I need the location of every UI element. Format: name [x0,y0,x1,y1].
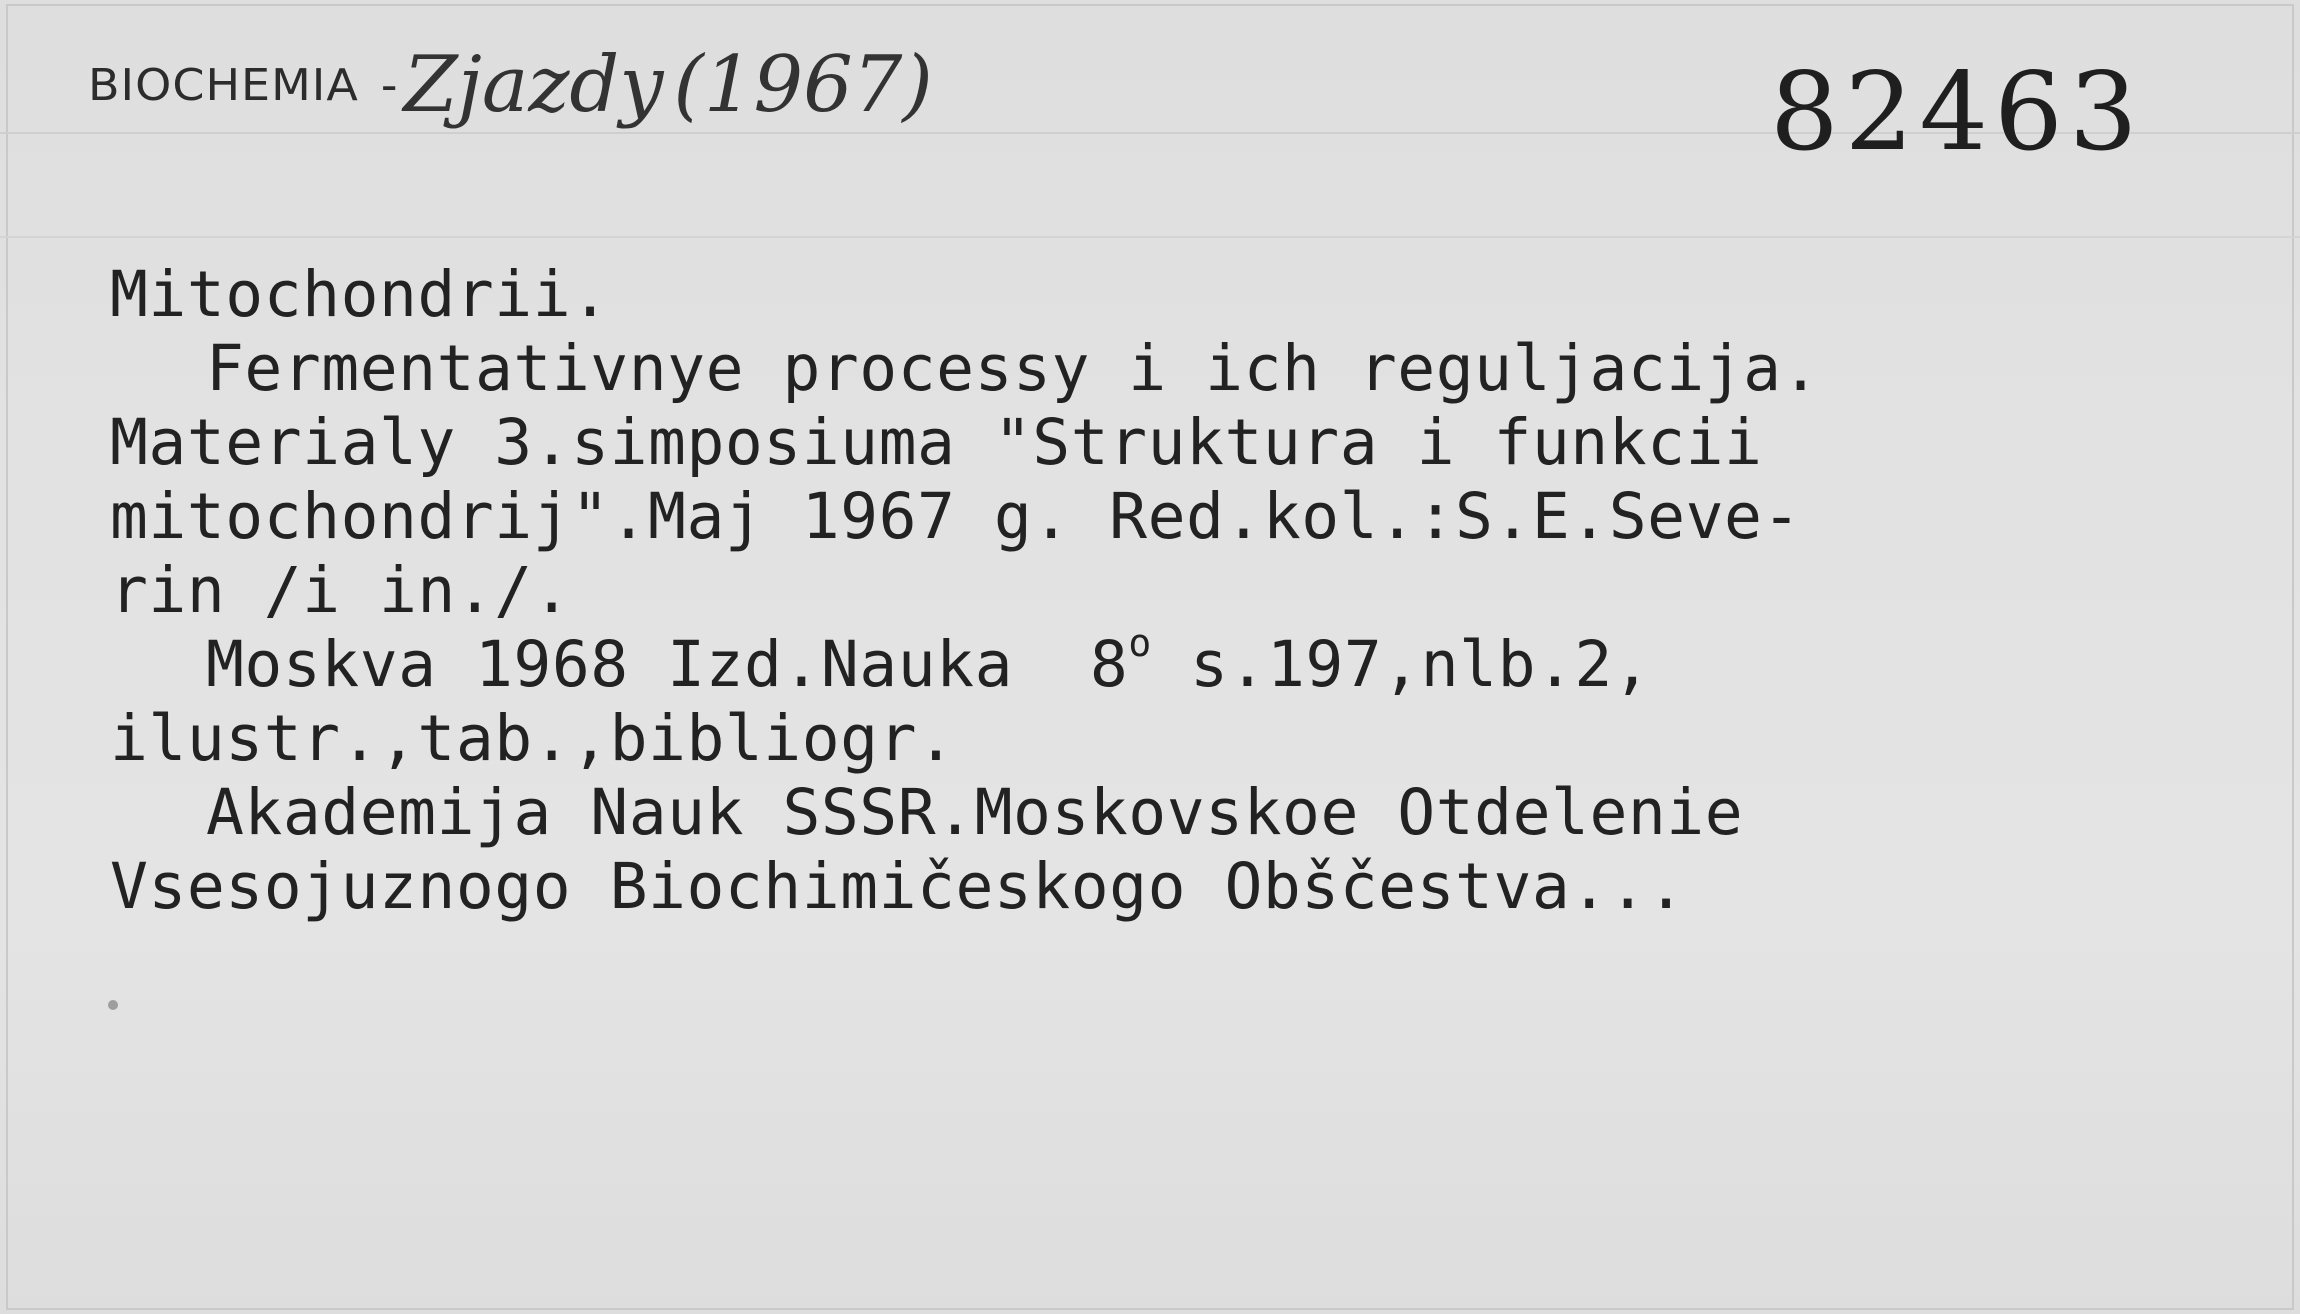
entry-line-subtitle: Fermentativnye processy i ich reguljacija. [206,332,1821,405]
imprint-text: Moskva 1968 Izd.Nauka 8 [206,628,1129,701]
card-heading [88,40,933,160]
handwritten-subdivision: Zjazdy [403,40,664,130]
bibliographic-entry [110,258,2270,924]
subject-heading: BIOCHEMIA [88,59,359,111]
heading-dash: - [380,58,398,112]
handwritten-year: (1967) [673,40,933,130]
entry-line: mitochondrij".Maj 1967 g. Red.kol.:S.E.Seve- [110,480,1801,553]
entry-line-imprint [110,621,2270,702]
entry-line: ilustr.,tab.,bibliogr. [110,702,956,775]
entry-line: Materialy 3.simposiuma "Struktura i funkcii [110,406,1763,479]
format-superscript: o [1128,621,1152,665]
accession-number: 82463 [1770,50,2144,175]
body-rule [0,236,2300,238]
entry-line: Vsesojuznogo Biochimičeskogo Obščestva... [110,850,1686,923]
paper-speck [108,1000,118,1010]
entry-line-corporate: Akademija Nauk SSSR.Moskovskoe Otdelenie [206,776,1744,849]
entry-line: rin /i in./. [110,554,572,627]
imprint-pages: s.197,nlb.2, [1151,628,1652,701]
entry-line-title: Mitochondrii. [110,258,610,331]
